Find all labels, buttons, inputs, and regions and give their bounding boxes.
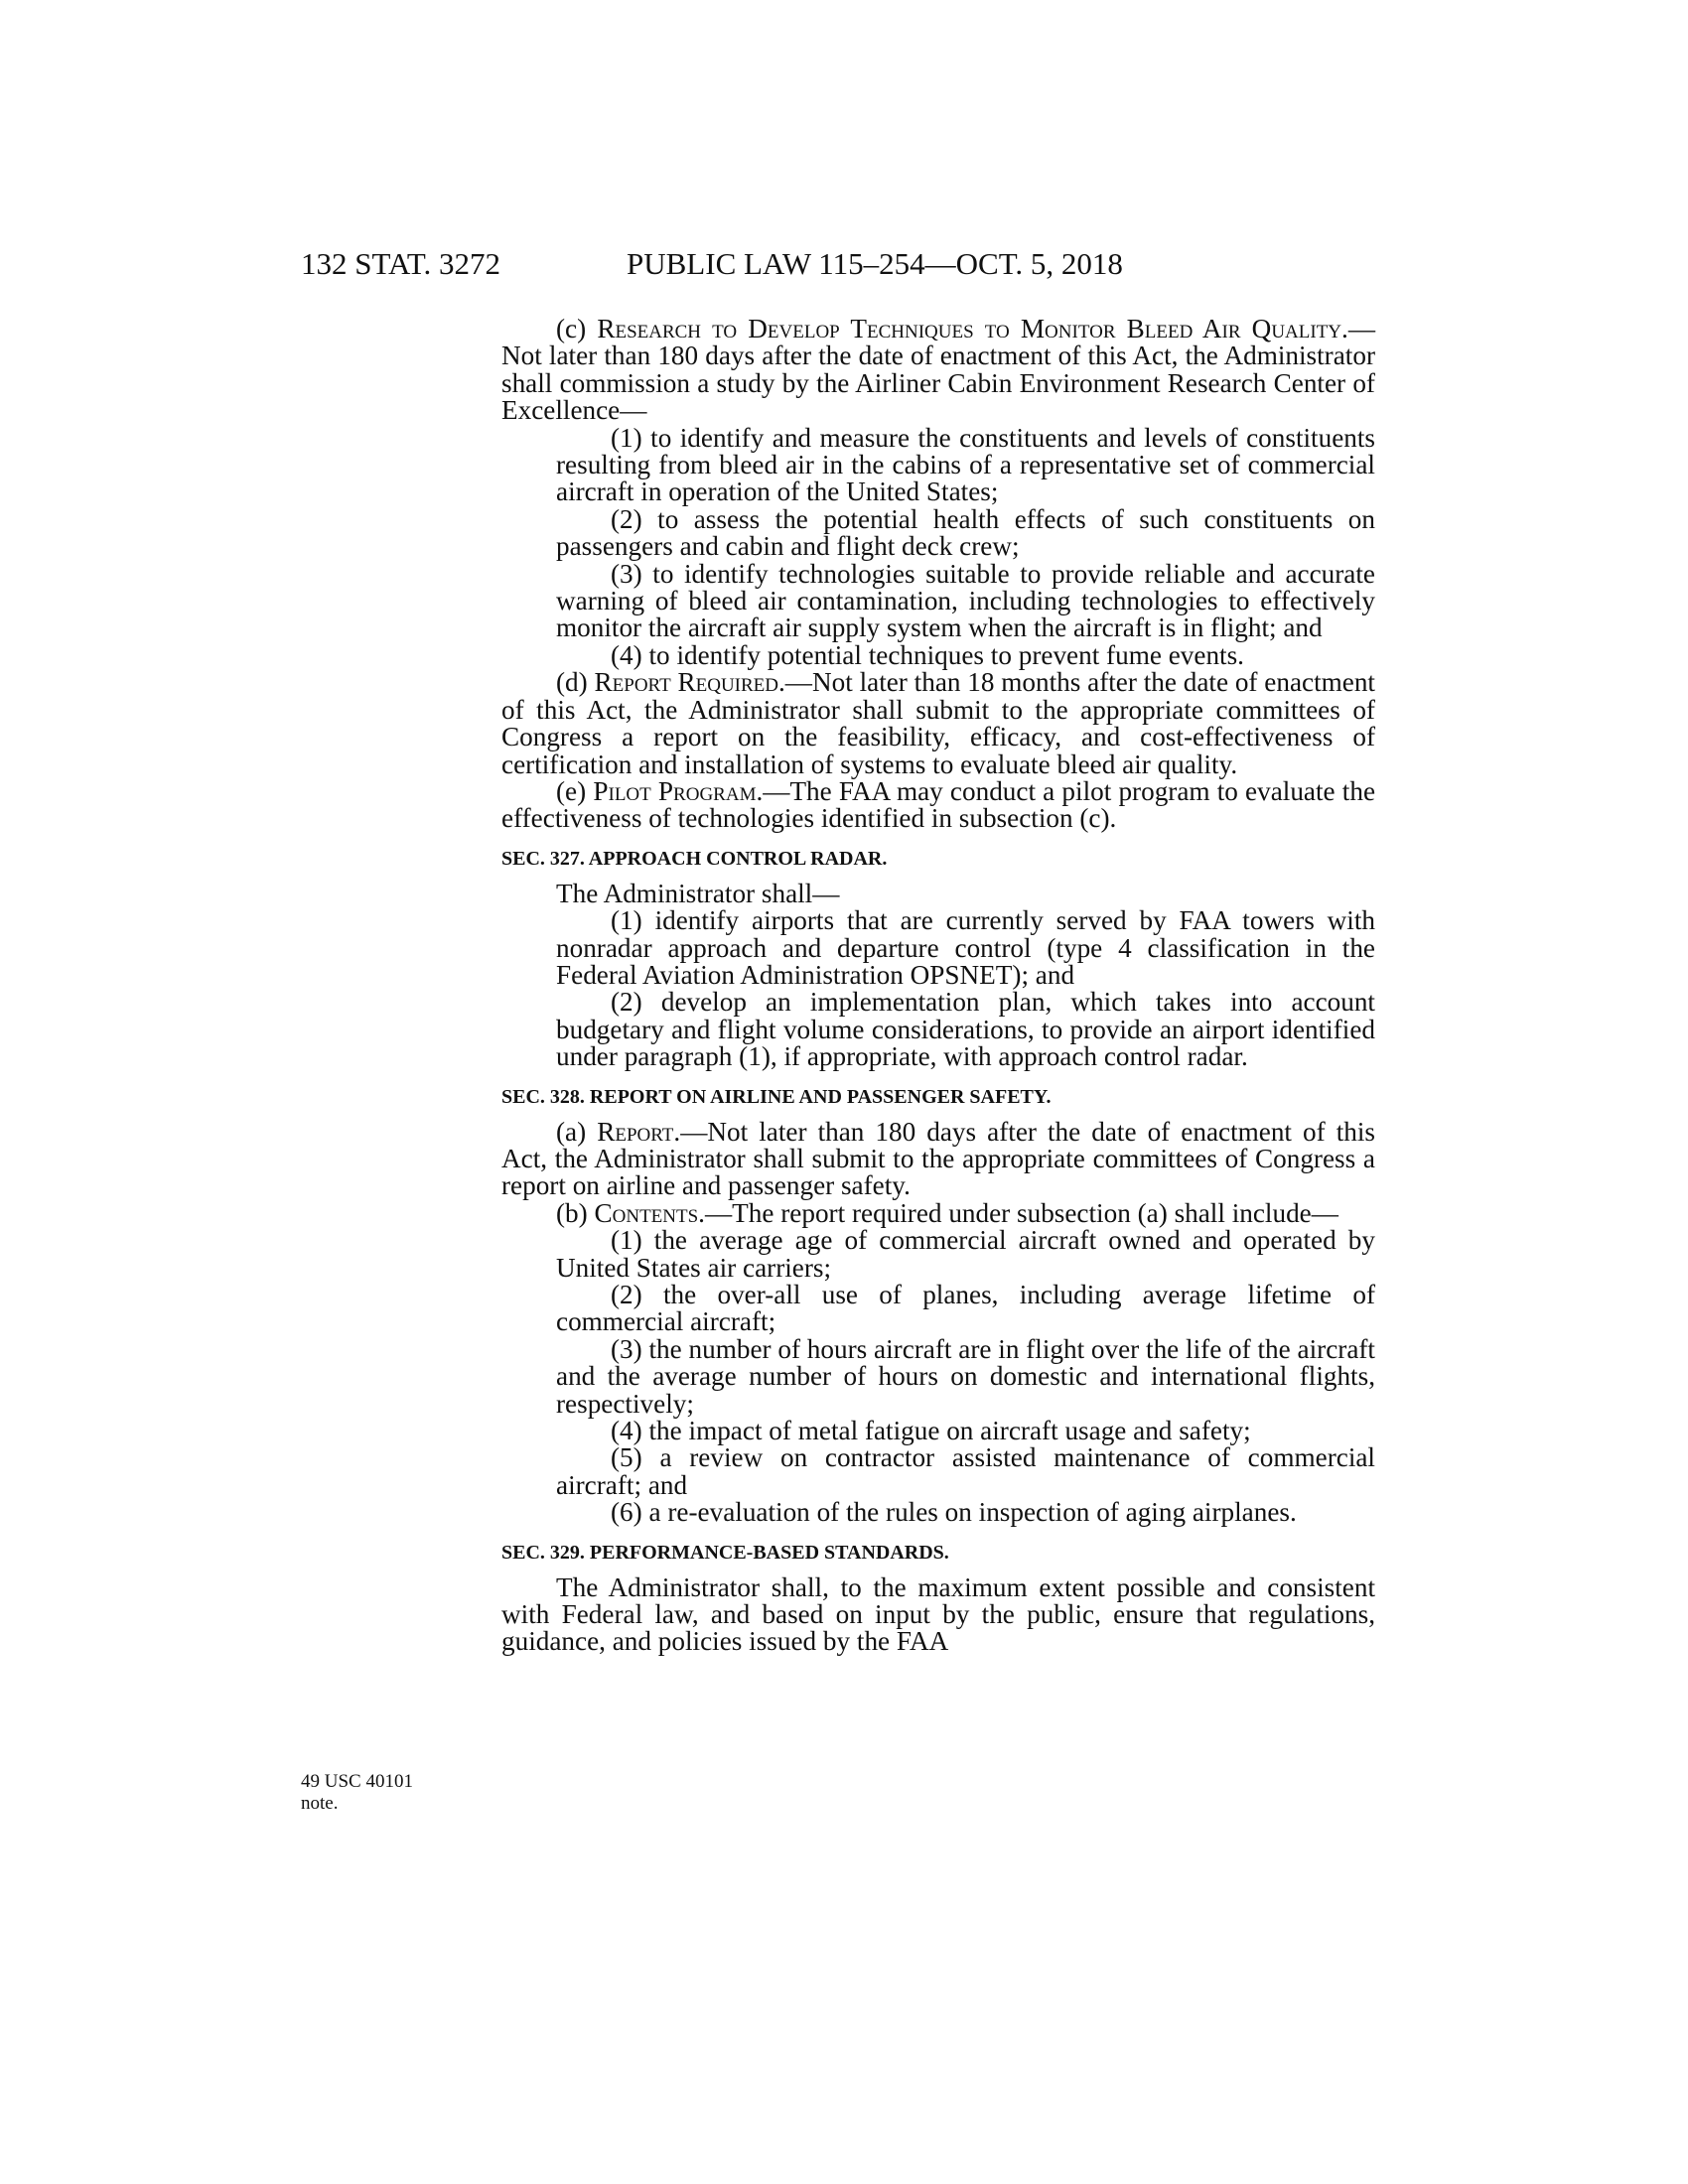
section-328-a-label: (a) <box>556 1116 587 1147</box>
section-328-b-heading: Contents. <box>594 1197 705 1228</box>
section-328-item-4: (4) the impact of metal fatigue on aircraft usage and safety; <box>611 1416 1251 1446</box>
section-328-heading: SEC. 328. REPORT ON AIRLINE AND PASSENGER SAFETY. <box>501 1085 1052 1108</box>
subsection-c-item-4: (4) to identify potential techniques to prevent fume events. <box>611 639 1244 670</box>
running-header <box>301 244 1373 284</box>
subsection-c-text: —Not later than 180 days after the date of enactment of this Act, the Administrator shall commission a study by the Airliner Cabin Environment Research Center of Excellence— <box>501 314 1376 426</box>
section-327-heading: SEC. 327. APPROACH CONTROL RADAR. <box>501 847 888 870</box>
subsection-e <box>501 775 1376 834</box>
subsection-c-label: (c) <box>556 314 587 343</box>
section-328-item-2: (2) the over-all use of planes, including average lifetime of commercial aircraft; <box>556 1280 1375 1337</box>
subsection-d-text: —Not later than 18 months after the date of enactment of this Act, the Administrator shall submit to the appropriate committees of Congress a report on the feasibility, efficacy, and cost-effectiveness of certification and installation of systems to evaluate bleed air quality. <box>501 667 1375 779</box>
subsection-c <box>501 316 1375 425</box>
section-328-a-text: —Not later than 180 days after the date of enactment of this Act, the Administrator shall submit to the appropriate committees of Congress a report on airline and passenger safety. <box>501 1116 1376 1201</box>
section-328-subsection-a <box>501 1116 1376 1201</box>
section-327-intro: The Administrator shall— <box>556 878 840 908</box>
section-328-a-heading: Report. <box>597 1116 681 1147</box>
section-328-item-6: (6) a re-evaluation of the rules on inspection of aging airplanes. <box>611 1497 1297 1528</box>
subsection-d-label: (d) <box>556 667 588 698</box>
subsection-c-heading: Research to Develop Techniques to Monitor Bleed Air Quality. <box>597 314 1348 343</box>
section-328-b-text: —The report required under subsection (a) shall include— <box>704 1197 1338 1228</box>
subsection-d-heading: Report Required. <box>594 667 785 698</box>
section-328-item-1: (1) the average age of commercial aircraft owned and operated by United States air carriers; <box>556 1225 1375 1283</box>
statute-page-number: 132 STAT. 3272 <box>301 246 501 281</box>
section-329-text: The Administrator shall, to the maximum extent possible and consistent with Federal law, and based on input by the public, ensure that regulations, guidance, and policies issued by the FAA <box>501 1571 1375 1657</box>
section-328-subsection-b <box>501 1197 1375 1228</box>
subsection-e-label: (e) <box>556 775 587 806</box>
subsection-c-item-1: (1) to identify and measure the constituents and levels of constituents resulting from bleed air in the cabins of a representative set of commercial aircraft in operation of the United States; <box>556 422 1375 507</box>
section-327-item-2: (2) develop an implementation plan, which takes into account budgetary and flight volume considerations, to provide an airport identified under paragraph (1), if appropriate, with approach control radar. <box>556 987 1375 1072</box>
main-text <box>501 316 1375 1656</box>
section-328-item-5: (5) a review on contractor assisted maintenance of commercial aircraft; and <box>556 1442 1375 1500</box>
subsection-c-item-2: (2) to assess the potential health effects of such constituents on passengers and cabin and flight deck crew; <box>556 503 1375 562</box>
marginal-note-suffix: note. <box>301 1793 339 1814</box>
section-328-item-3: (3) the number of hours aircraft are in flight over the life of the aircraft and the average number of hours on domestic and international flights, respectively; <box>556 1333 1375 1419</box>
section-327-item-1: (1) identify airports that are currently served by FAA towers with nonradar approach and departure control (type 4 classification in the Federal Aviation Administration OPSNET); and <box>556 905 1375 990</box>
section-329-heading: SEC. 329. PERFORMANCE-BASED STANDARDS. <box>501 1541 949 1564</box>
marginal-note <box>301 1771 450 1815</box>
subsection-c-item-3: (3) to identify technologies suitable to provide reliable and accurate warning of bleed air contamination, including technologies to effectively monitor the aircraft air supply system when the aircraft is in flight; and <box>556 558 1375 643</box>
public-law-title: PUBLIC LAW 115–254—OCT. 5, 2018 <box>627 246 1123 281</box>
marginal-note-citation: 49 USC 40101 <box>301 1771 413 1792</box>
subsection-d <box>501 669 1375 778</box>
section-328-b-label: (b) <box>556 1197 588 1228</box>
subsection-e-heading: Pilot Program. <box>593 775 764 806</box>
subsection-e-text: —The FAA may conduct a pilot program to evaluate the effectiveness of technologies identified in subsection (c). <box>501 775 1376 834</box>
